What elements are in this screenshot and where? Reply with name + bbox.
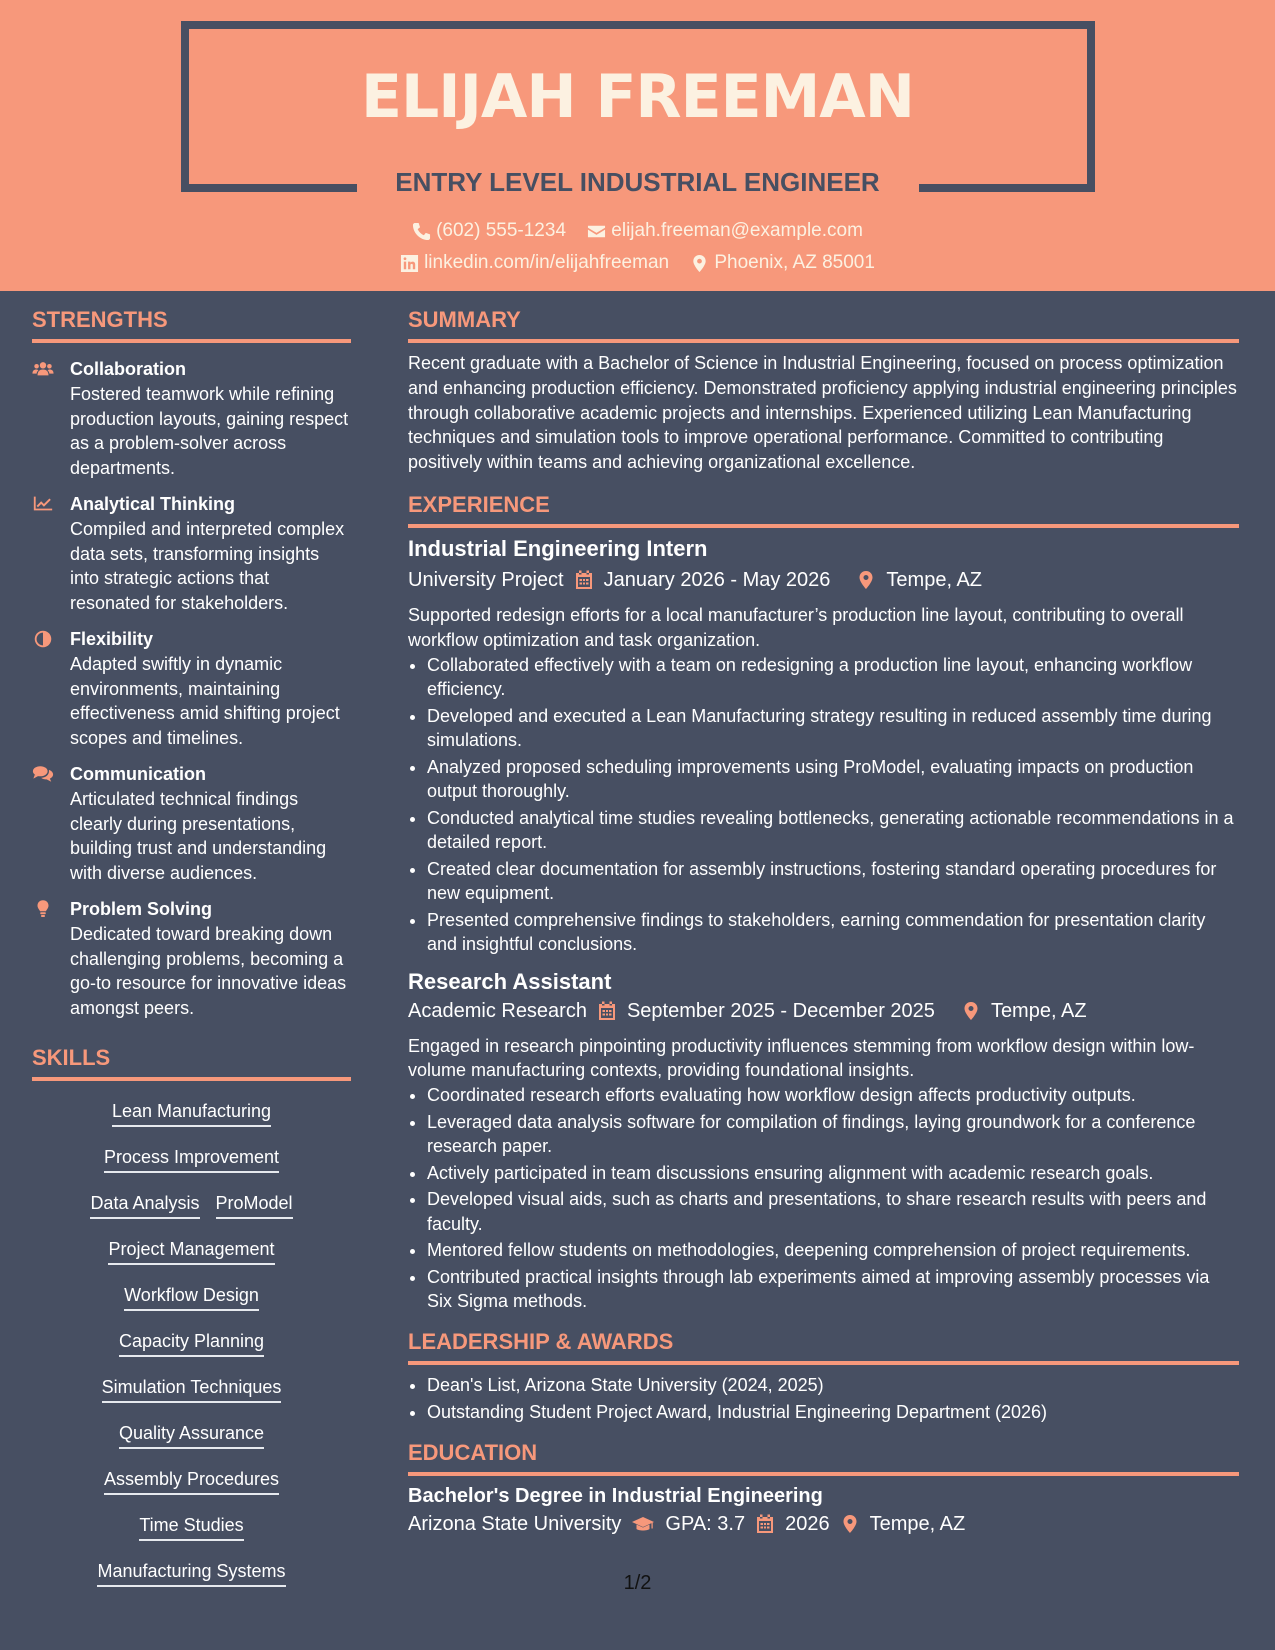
skills-list bbox=[32, 1091, 351, 1597]
strength-description: Dedicated toward breaking down challenging problems, becoming a go-to resource for innovative ideas amongst peers. bbox=[70, 924, 347, 1018]
strength-item bbox=[32, 626, 351, 750]
map-pin-icon bbox=[840, 1514, 860, 1534]
bullet-item: • Presented comprehensive findings to stakeholders, earning commendation for presentation clarity and insightful conclusions. bbox=[427, 908, 1239, 957]
job-role: Research Assistant bbox=[408, 968, 612, 994]
strength-description: Fostered teamwork while refining production layouts, gaining respect as a problem-solver across departments. bbox=[70, 384, 349, 478]
awards-rule bbox=[408, 1361, 1239, 1365]
skill-tag: Data Analysis bbox=[90, 1191, 199, 1219]
education-meta bbox=[408, 1510, 1239, 1538]
strengths-heading: STRENGTHS bbox=[32, 307, 168, 332]
email-contact[interactable] bbox=[587, 220, 863, 242]
calendar-icon bbox=[597, 1001, 617, 1021]
lightbulb-icon bbox=[32, 899, 54, 919]
right-column bbox=[408, 306, 1239, 1538]
bullet-item: • Coordinated research efforts evaluating how workflow design affects productivity outputs. bbox=[427, 1083, 1239, 1108]
users-icon bbox=[32, 359, 54, 379]
contact-row-1 bbox=[0, 220, 1275, 247]
strength-title: Communication bbox=[70, 764, 207, 784]
skill-tag: ProModel bbox=[216, 1191, 293, 1219]
skill-tag: Workflow Design bbox=[124, 1283, 259, 1311]
skill-tag: Process Improvement bbox=[104, 1145, 279, 1173]
summary-rule bbox=[408, 339, 1239, 343]
email-text: elijah.freeman@example.com bbox=[611, 220, 863, 241]
skill-tag: Lean Manufacturing bbox=[112, 1099, 271, 1127]
school-location: Tempe, AZ bbox=[869, 1512, 966, 1535]
experience-rule bbox=[408, 524, 1239, 528]
map-pin-icon bbox=[856, 570, 876, 590]
strength-description: Adapted swiftly in dynamic environments, maintaining effectiveness amid shifting project scopes and timelines. bbox=[70, 654, 340, 748]
contact-row-2 bbox=[0, 252, 1275, 279]
page-number: 1/2 bbox=[623, 1572, 652, 1594]
job-meta bbox=[408, 566, 1239, 594]
calendar-icon bbox=[574, 570, 594, 590]
strengths-rule bbox=[32, 339, 351, 343]
bullet-item: • Developed visual aids, such as charts and presentations, to share research results with peers and faculty. bbox=[427, 1187, 1239, 1236]
bullet-item: • Leveraged data analysis software for compilation of findings, laying groundwork for a conference research paper. bbox=[427, 1110, 1239, 1159]
strength-title: Problem Solving bbox=[70, 899, 213, 919]
phone-contact[interactable] bbox=[412, 220, 566, 242]
bullet-item: • Collaborated effectively with a team on redesigning a production line layout, enhancing workflow efficiency. bbox=[427, 653, 1239, 702]
job-meta bbox=[408, 997, 1239, 1025]
calendar-icon bbox=[755, 1514, 775, 1534]
candidate-name: ELIJAH FREEMAN bbox=[361, 62, 914, 132]
line-chart-icon bbox=[32, 494, 54, 514]
strength-description: Compiled and interpreted complex data sets, transforming insights into strategic actions that resonated for stakeholders. bbox=[70, 519, 345, 613]
experience-entry bbox=[408, 967, 1239, 1314]
education-rule bbox=[408, 1472, 1239, 1476]
skill-tag: Project Management bbox=[108, 1237, 274, 1265]
linkedin-text: linkedin.com/in/elijahfreeman bbox=[424, 252, 670, 273]
graduation-year: 2026 bbox=[785, 1512, 830, 1535]
strength-item bbox=[32, 896, 351, 1020]
summary-heading: SUMMARY bbox=[408, 307, 521, 332]
job-organization: Academic Research bbox=[408, 999, 587, 1022]
strength-title: Collaboration bbox=[70, 359, 186, 379]
awards-heading: LEADERSHIP & AWARDS bbox=[408, 1328, 674, 1354]
location-contact bbox=[690, 252, 875, 274]
job-bullets bbox=[408, 1083, 1239, 1314]
bullet-item: • Conducted analytical time studies revealing bottlenecks, generating actionable recommendations in a detailed report. bbox=[427, 806, 1239, 855]
phone-text: (602) 555-1234 bbox=[436, 220, 567, 241]
left-column bbox=[32, 306, 351, 1597]
strength-item bbox=[32, 491, 351, 615]
job-dates: September 2025 - December 2025 bbox=[626, 999, 935, 1022]
job-organization: University Project bbox=[408, 568, 564, 591]
linkedin-icon bbox=[400, 254, 419, 273]
strength-item bbox=[32, 356, 351, 480]
job-bullets bbox=[408, 653, 1239, 957]
strength-title: Flexibility bbox=[70, 629, 154, 649]
strength-description: Articulated technical findings clearly during presentations, building trust and understanding with diverse audiences. bbox=[70, 789, 327, 883]
graduation-cap-icon bbox=[631, 1514, 655, 1534]
skill-tag: Simulation Techniques bbox=[102, 1375, 282, 1403]
skills-heading: SKILLS bbox=[32, 1045, 111, 1070]
experience-heading: EXPERIENCE bbox=[408, 491, 550, 517]
bullet-item: • Contributed practical insights through lab experiments aimed at improving assembly processes via Six Sigma methods. bbox=[427, 1265, 1239, 1314]
job-location: Tempe, AZ bbox=[886, 568, 983, 591]
job-dates: January 2026 - May 2026 bbox=[603, 568, 831, 591]
skill-tag: Time Studies bbox=[139, 1513, 243, 1541]
job-description: Engaged in research pinpointing productivity influences stemming from workflow design within low-volume manufacturing contexts, providing foundational insights. bbox=[408, 1035, 1195, 1081]
job-location: Tempe, AZ bbox=[990, 999, 1087, 1022]
resume-header bbox=[0, 0, 1275, 291]
skill-tag: Quality Assurance bbox=[119, 1421, 264, 1449]
summary-text: Recent graduate with a Bachelor of Science in Industrial Engineering, focused on process optimization and enhancing production efficiency. Demonstrated proficiency applying industrial engineering principles through collaborative academic projects and internships. Experienced utilizing Lean Manufacturing techniques and simulation tools to improve operational performance. Committed to contributing positively within teams and achieving organizational excellence. bbox=[408, 353, 1237, 473]
map-pin-icon bbox=[961, 1001, 981, 1021]
experience-entry bbox=[408, 534, 1239, 957]
skills-rule bbox=[32, 1077, 351, 1081]
location-text: Phoenix, AZ 85001 bbox=[714, 252, 875, 273]
skill-tag: Manufacturing Systems bbox=[97, 1559, 285, 1587]
job-description: Supported redesign efforts for a local manufacturer’s production line layout, contributing to overall workflow optimization and task organization. bbox=[408, 604, 1184, 650]
map-pin-icon bbox=[690, 254, 709, 273]
bullet-item: • Created clear documentation for assembly instructions, fostering standard operating procedures for new equipment. bbox=[427, 857, 1239, 906]
award-item: • Outstanding Student Project Award, Industrial Engineering Department (2026) bbox=[427, 1400, 1239, 1425]
phone-icon bbox=[412, 222, 431, 241]
job-role: Industrial Engineering Intern bbox=[408, 535, 708, 561]
degree-title: Bachelor's Degree in Industrial Engineering bbox=[408, 1484, 823, 1507]
envelope-icon bbox=[587, 222, 606, 241]
bullet-item: • Mentored fellow students on methodologies, deepening comprehension of project requirements. bbox=[427, 1238, 1239, 1263]
gpa: GPA: 3.7 bbox=[665, 1512, 746, 1535]
bullet-item: • Developed and executed a Lean Manufacturing strategy resulting in reduced assembly time during simulations. bbox=[427, 704, 1239, 753]
skill-tag: Capacity Planning bbox=[119, 1329, 264, 1357]
strength-title: Analytical Thinking bbox=[70, 494, 236, 514]
awards-list bbox=[408, 1373, 1239, 1425]
half-circle-icon bbox=[32, 629, 54, 649]
school-name: Arizona State University bbox=[408, 1512, 622, 1535]
bullet-item: • Analyzed proposed scheduling improvements using ProModel, evaluating impacts on production output thoroughly. bbox=[427, 755, 1239, 804]
strength-item bbox=[32, 761, 351, 885]
bullet-item: • Actively participated in team discussions ensuring alignment with academic research goals. bbox=[427, 1161, 1239, 1186]
skill-tag: Assembly Procedures bbox=[104, 1467, 279, 1495]
education-heading: EDUCATION bbox=[408, 1439, 538, 1465]
linkedin-contact[interactable] bbox=[400, 252, 669, 274]
award-item: • Dean's List, Arizona State University (2024, 2025) bbox=[427, 1373, 1239, 1398]
job-title: ENTRY LEVEL INDUSTRIAL ENGINEER bbox=[395, 167, 880, 197]
comments-icon bbox=[32, 764, 54, 784]
